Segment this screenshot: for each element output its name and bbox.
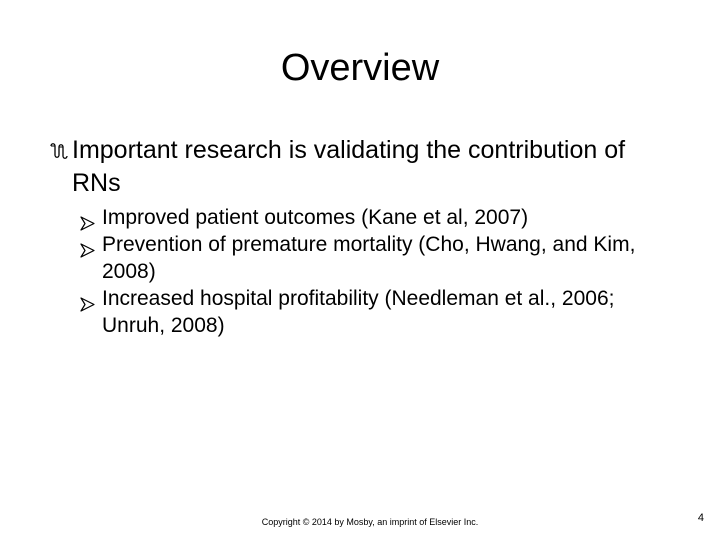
sub-bullet-list [80, 204, 670, 339]
sub-bullet-item [80, 285, 670, 339]
scroll-bullet-icon [48, 140, 70, 162]
sub-bullet-item [80, 231, 670, 285]
arrow-bullet-icon [80, 238, 95, 253]
sub-bullet-text: Improved patient outcomes (Kane et al, 2007) [102, 206, 529, 229]
page-number: 4 [697, 512, 704, 524]
main-bullet-text: Important research is validating the contribution of RNs [72, 136, 626, 197]
copyright-footer: Copyright © 2014 by Mosby, an imprint of Elsevier Inc. [261, 517, 479, 527]
arrow-bullet-icon [80, 292, 95, 307]
sub-bullet-text: Increased hospital profitability (Needleman et al., 2006; Unruh, 2008) [102, 287, 615, 337]
sub-bullet-text: Prevention of premature mortality (Cho, Hwang, and Kim, 2008) [102, 233, 636, 283]
slide-title: Overview [280, 47, 440, 89]
arrow-bullet-icon [80, 211, 95, 226]
sub-bullet-item [80, 204, 670, 231]
